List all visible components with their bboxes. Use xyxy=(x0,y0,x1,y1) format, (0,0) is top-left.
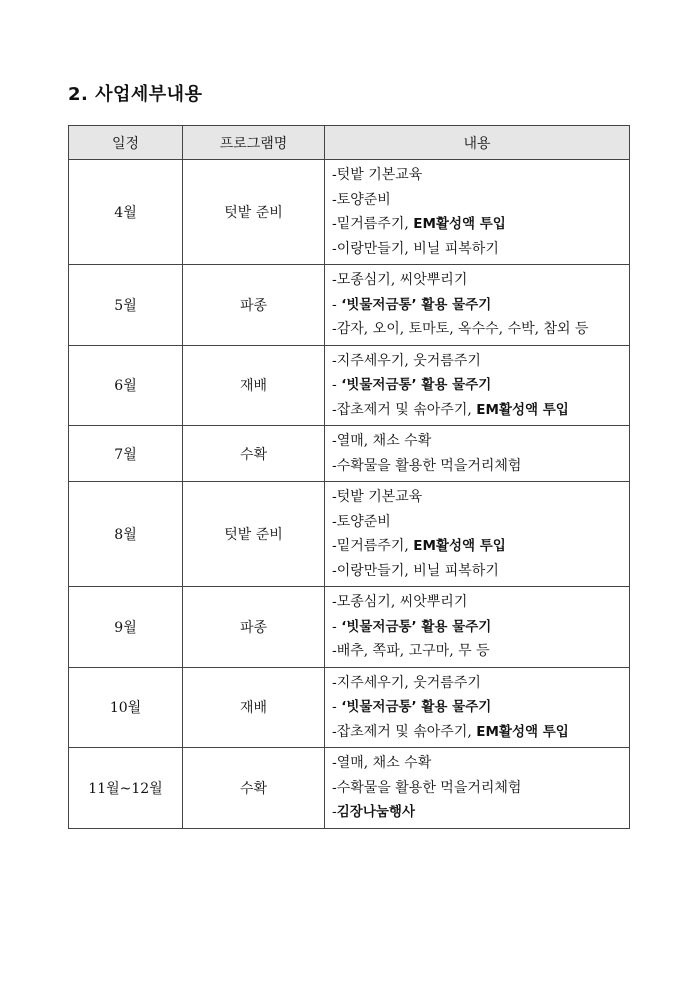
month-cell: 4월 xyxy=(69,160,183,265)
content-text: -토양준비 xyxy=(332,191,391,208)
content-text: -모종심기, 씨앗뿌리기 xyxy=(332,594,468,610)
content-emphasis: EM활성액 투입 xyxy=(413,538,506,554)
month-cell: 11월~12월 xyxy=(69,748,183,829)
content-line xyxy=(332,212,629,237)
table-row xyxy=(69,482,630,587)
content-line xyxy=(332,639,629,664)
header-schedule: 일정 xyxy=(69,126,183,160)
program-cell: 텃밭 준비 xyxy=(183,482,325,587)
content-text: -밑거름주기, xyxy=(332,538,414,554)
content-cell xyxy=(325,426,630,482)
table-header-row xyxy=(69,126,630,160)
content-line xyxy=(332,559,629,584)
table-row xyxy=(69,426,630,482)
content-line xyxy=(332,720,629,745)
month-cell: 10월 xyxy=(69,667,183,748)
content-text: -감자, 오이, 토마토, 옥수수, 수박, 참외 등 xyxy=(332,321,589,337)
content-line xyxy=(332,373,629,398)
table-row xyxy=(69,748,630,829)
month-cell: 6월 xyxy=(69,345,183,426)
content-cell xyxy=(325,265,630,346)
table-body xyxy=(69,160,630,829)
content-line xyxy=(332,485,629,510)
schedule-table xyxy=(68,125,630,829)
content-cell xyxy=(325,345,630,426)
content-text: -잡초제거 및 솎아주기, xyxy=(332,723,477,740)
content-text: - xyxy=(332,377,342,393)
content-text: -지주세우기, 웃거름주기 xyxy=(332,674,481,691)
content-cell xyxy=(325,482,630,587)
content-text: -밑거름주기, xyxy=(332,216,414,232)
content-line xyxy=(332,188,629,213)
content-emphasis: 김장나눔행사 xyxy=(336,804,415,820)
content-text: -텃밭 기본교육 xyxy=(332,489,423,505)
content-text: -수확물을 활용한 먹을거리체험 xyxy=(332,779,522,796)
content-emphasis: EM활성액 투입 xyxy=(413,216,506,232)
content-line xyxy=(332,695,629,720)
table-row xyxy=(69,160,630,265)
table-row xyxy=(69,265,630,346)
program-cell: 수확 xyxy=(183,426,325,482)
content-line xyxy=(332,237,629,262)
program-cell: 텃밭 준비 xyxy=(183,160,325,265)
content-text: -열매, 채소 수확 xyxy=(332,433,432,449)
content-text: - xyxy=(332,296,342,313)
content-text: -지주세우기, 웃거름주기 xyxy=(332,352,481,369)
content-cell xyxy=(325,160,630,265)
content-line xyxy=(332,800,629,825)
content-line xyxy=(332,349,629,374)
content-line xyxy=(332,751,629,776)
content-text: -열매, 채소 수확 xyxy=(332,755,432,771)
content-emphasis: EM활성액 투입 xyxy=(476,401,569,418)
header-content: 내용 xyxy=(325,126,630,160)
content-text: -모종심기, 씨앗뿌리기 xyxy=(332,272,468,288)
program-cell: 수확 xyxy=(183,748,325,829)
content-emphasis: ‘빗물저금통’ 활용 물주기 xyxy=(341,377,492,393)
content-text: -이랑만들기, 비닐 피복하기 xyxy=(332,562,499,579)
program-cell: 재배 xyxy=(183,345,325,426)
section-title: 2. 사업세부내용 xyxy=(68,84,203,105)
content-cell xyxy=(325,667,630,748)
content-text: -잡초제거 및 솎아주기, xyxy=(332,401,477,418)
month-cell: 5월 xyxy=(69,265,183,346)
content-line xyxy=(332,429,629,454)
content-line xyxy=(332,163,629,188)
program-cell: 파종 xyxy=(183,265,325,346)
content-text: -이랑만들기, 비닐 피복하기 xyxy=(332,240,499,257)
content-line xyxy=(332,268,629,293)
content-line xyxy=(332,317,629,342)
content-line xyxy=(332,534,629,559)
content-text: - xyxy=(332,699,342,715)
table-row xyxy=(69,587,630,668)
month-cell: 9월 xyxy=(69,587,183,668)
content-line xyxy=(332,776,629,801)
content-line xyxy=(332,398,629,423)
content-line xyxy=(332,671,629,696)
program-cell: 파종 xyxy=(183,587,325,668)
month-cell: 7월 xyxy=(69,426,183,482)
content-cell xyxy=(325,748,630,829)
table-row xyxy=(69,345,630,426)
content-line xyxy=(332,293,629,318)
content-text: - xyxy=(332,804,337,820)
content-text: -토양준비 xyxy=(332,513,391,530)
program-cell: 재배 xyxy=(183,667,325,748)
content-text: -배추, 쪽파, 고구마, 무 등 xyxy=(332,643,490,659)
content-cell xyxy=(325,587,630,668)
content-emphasis: ‘빗물저금통’ 활용 물주기 xyxy=(341,296,492,313)
content-text: - xyxy=(332,618,342,635)
content-line xyxy=(332,510,629,535)
header-program: 프로그램명 xyxy=(183,126,325,160)
table-row xyxy=(69,667,630,748)
content-line xyxy=(332,590,629,615)
content-emphasis: ‘빗물저금통’ 활용 물주기 xyxy=(341,699,492,715)
content-text: -수확물을 활용한 먹을거리체험 xyxy=(332,457,522,474)
content-line xyxy=(332,454,629,479)
content-text: -텃밭 기본교육 xyxy=(332,167,423,183)
content-line xyxy=(332,615,629,640)
content-emphasis: EM활성액 투입 xyxy=(476,723,569,740)
month-cell: 8월 xyxy=(69,482,183,587)
content-emphasis: ‘빗물저금통’ 활용 물주기 xyxy=(341,618,492,635)
